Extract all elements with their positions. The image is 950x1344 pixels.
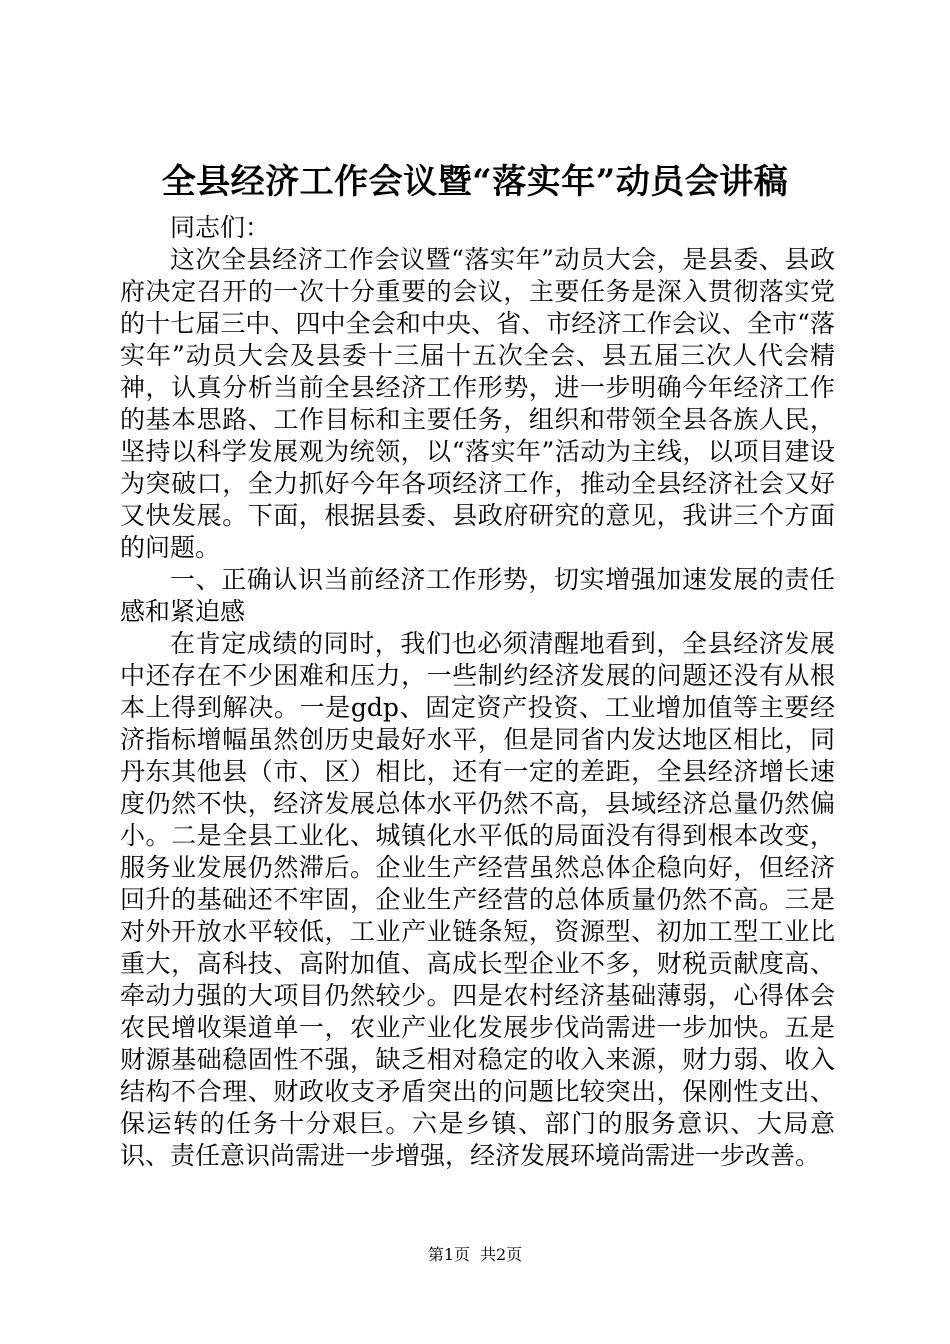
salutation: 同志们： <box>170 213 271 242</box>
document-title: 全县经济工作会议暨“落实年”动员会讲稿 <box>161 162 789 202</box>
section-heading: 一、正确认识当前经济工作形势，切实增强加速发展的责任感和紧迫感 <box>120 565 835 626</box>
document-body <box>120 212 835 1172</box>
paragraph-intro: 这次全县经济工作会议暨“落实年”动员大会，是县委、县政府决定召开的一次十分重要的会议，主要任务是深入贯彻落实党的十七届三中、四中全会和中央、省、市经济工作会议、全市“落实年”动员大会及县委十三届十五次全会、县五届三次人代会精神，认真分析当前全县经济工作形势，进一步明确今年经济工作的基本思路、工作目标和主要任务，组织和带领全县各族人民，坚持以科学发展观为统领，以“落实年”活动为主线，以项目建设为突破口，全力抓好今年各项经济工作，推动全县经济社会又好又快发展。下面，根据县委、县政府研究的意见，我讲三个方面的问题。 <box>120 245 835 562</box>
page-number: 第1页 <box>427 1245 470 1264</box>
paragraph-problems: 在肯定成绩的同时，我们也必须清醒地看到，全县经济发展中还存在不少困难和压力，一些制约经济发展的问题还没有从根本上得到解决。一是gdp、固定资产投资、工业增加值等主要经济指标增幅虽然创历史最好水平，但是同省内发达地区相比，同丹东其他县（市、区）相比，还有一定的差距，全县经济增长速度仍然不快，经济发展总体水平仍然不高，县域经济总量仍然偏小。二是全县工业化、城镇化水平低的局面没有得到根本改变，服务业发展仍然滞后。企业生产经营虽然总体企稳向好，但经济回升的基础还不牢固，企业生产经营的总体质量仍然不高。三是对外开放水平较低，工业产业链条短，资源型、初加工型工业比重大，高科技、高附加值、高成长型企业不多，财税贡献度高、牵动力强的大项目仍然较少。四是农村经济基础薄弱，心得体会农民增收渠道单一，农业产业化发展步伐尚需进一步加快。五是财源基础稳固性不强，缺乏相对稳定的收入来源，财力弱、收入结构不合理、财政收支矛盾突出的问题比较突出，保刚性支出、保运转的任务十分艰巨。六是乡镇、部门的服务意识、大局意识、责任意识尚需进一步增强，经济发展环境尚需进一步改善。 <box>120 629 835 1170</box>
page-footer <box>0 1244 950 1266</box>
page-total: 共2页 <box>480 1245 523 1264</box>
